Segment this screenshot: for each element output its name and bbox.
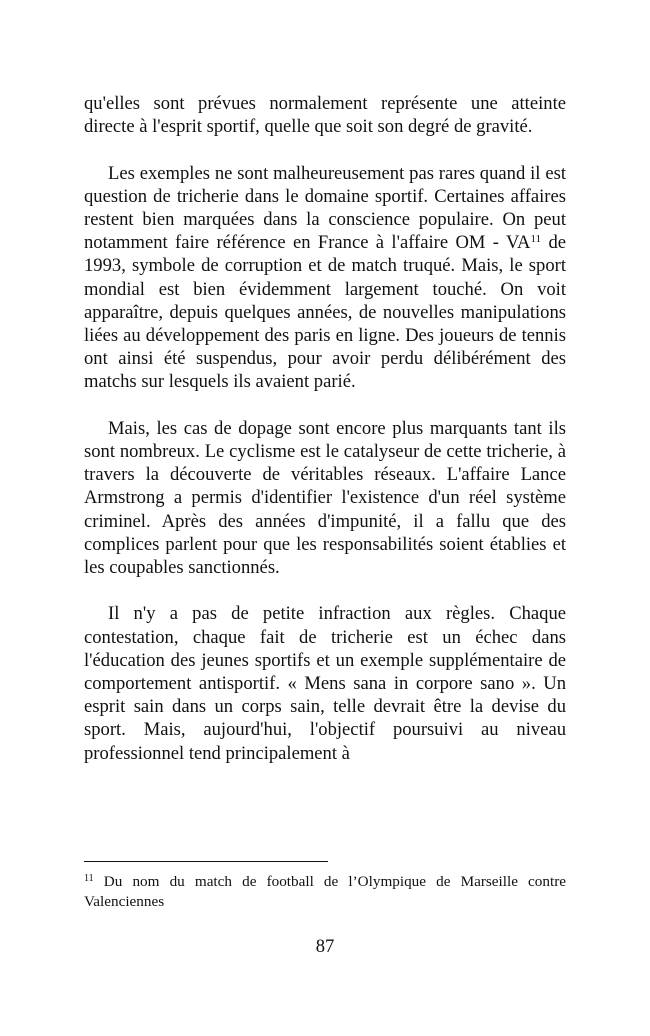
- paragraph-2: [84, 162, 566, 394]
- paragraph-spacer: [84, 138, 566, 161]
- footnote-reference: 11: [530, 233, 542, 246]
- paragraph-4-text: Il n'y a pas de petite infraction aux règles. Chaque contestation, chaque fait de tricherie est un échec dans l'éducation des jeunes sportifs et un exemple supplémentaire de comportement antisportif. « Mens sana in corpore sano ». Un esprit sain dans un corps sain, telle devrait être la devise du sport. Mais, aujourd'hui, l'objectif poursuivi au niveau professionnel tend principalement à: [84, 603, 566, 764]
- paragraph-1-text: qu'elles sont prévues normalement représente une atteinte directe à l'esprit sportif, quelle que soit son degré de gravité.: [84, 93, 566, 138]
- paragraph-1: [84, 92, 566, 138]
- footnote-text: Du nom du match de football de l’Olympique de Marseille contre Valenciennes: [84, 873, 566, 910]
- paragraph-3-text: Mais, les cas de dopage sont encore plus marquants tant ils sont nombreux. Le cyclisme est le catalyseur de cette tricherie, à travers la découverte de véritables réseaux. L'affaire Lance Armstrong a permis d'identifier l'existence d'un réel système criminel. Après des années d'impunité, il a fallu que des complices parlent pour que les responsabilités soient établies et les coupables sanctionnés.: [84, 417, 566, 579]
- paragraph-spacer: [84, 394, 566, 417]
- paragraph-2-text-b: de 1993, symbole de corruption et de match truqué. Mais, le sport mondial est bien évidemment largement touché. On voit apparaître, depuis quelques années, de nouvelles manipulations liées au développement des paris en ligne. Des joueurs de tennis ont ainsi été suspendus, pour avoir perdu délibérément des matchs sur lesquels ils avaient parié.: [84, 232, 566, 393]
- footnote: [84, 872, 566, 912]
- footnote-separator: [84, 861, 328, 862]
- footnote-number: 11: [84, 873, 94, 884]
- paragraph-3: [84, 417, 566, 579]
- paragraph-spacer: [84, 579, 566, 602]
- paragraph-4: [84, 602, 566, 764]
- paragraph-2-text-a: Les exemples ne sont malheureusement pas rares quand il est question de tricherie dans le domaine sportif. Certaines affaires restent bien marquées dans la conscience populaire. On peut notamment faire référence en France à l'affaire OM - VA: [84, 162, 566, 254]
- page-number: 87: [315, 936, 335, 957]
- page-body: [84, 92, 566, 765]
